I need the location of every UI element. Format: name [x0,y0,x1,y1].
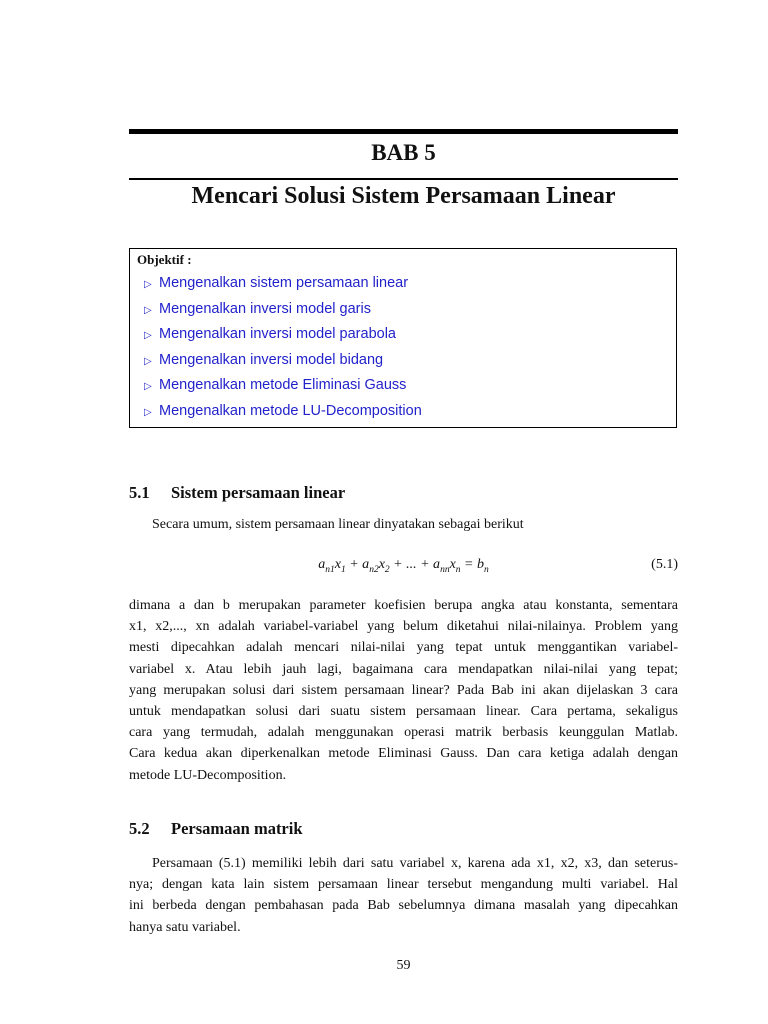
objectives-list [144,275,422,428]
equation-body: $a_{n1}x_1 + a_{n2}x_2$ + ... + $a_{nn}x_n = b_n$ [318,557,489,575]
section-title: Persamaan matrik [171,819,303,838]
page-number: 59 [396,958,411,973]
objective-text: Mengenalkan sistem persamaan linear [159,275,409,291]
objectives-box [129,248,677,428]
objective-text: Mengenalkan inversi model garis [159,300,371,317]
paragraph-line: variabel x. Atau lebih jauh lagi, bagaimana cara mendapatkan nilai-nilai yang tepat; [129,661,678,677]
objective-text: Mengenalkan metode LU-Decomposition [159,402,422,419]
chapter-title: Mencari Solusi Sistem Persamaan Linear [191,183,616,209]
objective-text: Mengenalkan metode Eliminasi Gauss [159,377,407,393]
objective-item[interactable] [144,352,422,378]
objective-item[interactable] [144,301,422,327]
section2-paragraph [129,853,678,938]
objective-item[interactable] [144,377,422,403]
triangle-right-icon: ▷ [144,406,152,418]
paragraph-line: x1, x2,..., xn adalah variabel-variabel yang belum diketahui nilai-nilainya. Problem yang [129,619,678,635]
objective-item[interactable] [144,403,422,429]
equation-number: (5.1) [651,557,678,572]
triangle-right-icon: ▷ [144,330,152,341]
paragraph-line: nya; dengan kata lain sistem persamaan linear tersebut mengandung multi variabel. Hal [129,877,678,893]
paragraph-line: untuk mendapatkan solusi dari suatu sistem persamaan linear. Cara pertama, sekaligus [129,704,678,720]
section-number: 5.2 [129,819,150,838]
section-number: 5.1 [129,483,150,502]
objective-text: Mengenalkan inversi model bidang [159,351,384,368]
paragraph-line: metode LU-Decomposition. [129,767,287,783]
triangle-right-icon: ▷ [144,381,152,392]
paragraph-line: cara yang termudah, adalah menggunakan operasi matrik berbasis keunggulan Matlab. [129,725,678,741]
triangle-right-icon: ▷ [144,304,152,316]
objective-item[interactable] [144,326,422,352]
chapter-top-rule [129,129,678,134]
chapter-divider [129,178,678,180]
paragraph-line: mesti dipecahkan adalah mencari nilai-nilai yang tepat untuk menggantikan variabel- [129,640,678,656]
triangle-right-icon: ▷ [144,355,152,367]
equation-5-1 [129,557,678,579]
section-heading-5-1 [129,483,345,503]
paragraph-line: hanya satu variabel. [129,919,241,935]
section1-intro: Secara umum, sistem persamaan linear dinyatakan sebagai berikut [152,517,524,532]
paragraph-line: ini berbeda dengan pembahasan pada Bab sebelumnya dimana masalah yang dipecahkan [129,898,678,914]
objective-item[interactable] [144,275,422,301]
section-heading-5-2 [129,819,303,839]
section1-paragraph [129,595,678,786]
paragraph-line: Persamaan (5.1) memiliki lebih dari satu variabel x, karena ada x1, x2, x3, dan seterus- [152,856,678,871]
objective-text: Mengenalkan inversi model parabola [159,326,396,342]
section-title: Sistem persamaan linear [171,483,346,502]
paragraph-line: dimana a dan b merupakan parameter koefisien berupa angka atau konstanta, sementara [129,598,678,613]
triangle-right-icon: ▷ [144,279,152,290]
paragraph-line: Cara kedua akan diperkenalkan metode Eliminasi Gauss. Dan cara ketiga adalah dengan [129,746,678,762]
paragraph-line: yang merupakan solusi dari sistem persamaan linear? Pada Bab ini akan dijelaskan 3 cara [129,682,678,698]
objectives-label: Objektif : [137,252,192,267]
chapter-label: BAB 5 [371,140,436,165]
